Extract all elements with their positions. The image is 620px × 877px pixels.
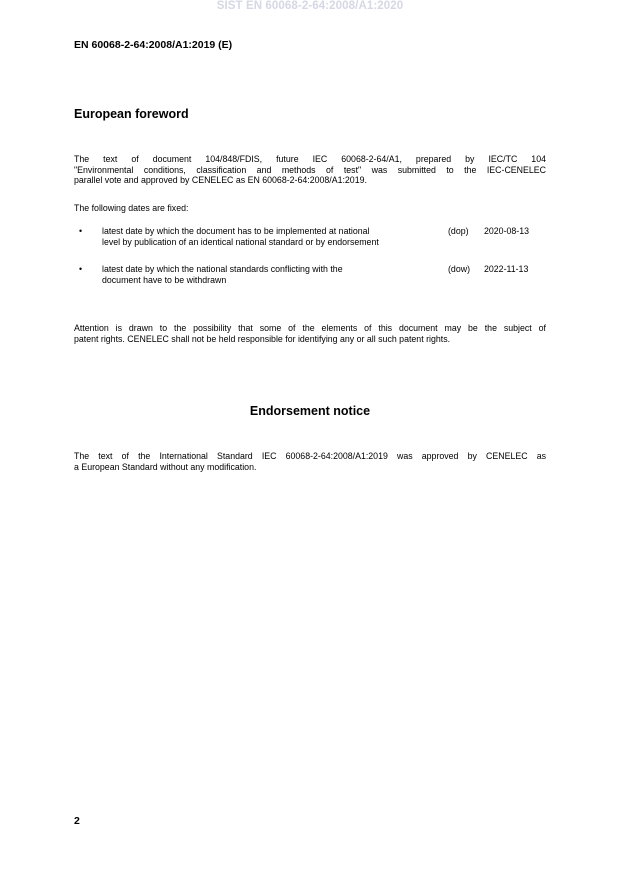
bullet-icon: • [79, 264, 83, 274]
endorsement-heading: Endorsement notice [249, 404, 371, 418]
bullet-icon: • [79, 226, 83, 236]
date-value: 2020-08-13 [484, 226, 529, 236]
text-line: latest date by which the document has to be implemented at national [102, 226, 370, 236]
text-line: document have to be withdrawn [102, 274, 227, 285]
text-line: a European Standard without any modification. [74, 461, 257, 472]
patent-attention-paragraph [74, 323, 546, 344]
date-description [102, 264, 437, 285]
foreword-intro-paragraph [74, 154, 546, 186]
text-line: Attention is drawn to the possibility that some of the elements of this document may be the subject of [74, 323, 546, 333]
date-description [102, 226, 437, 247]
watermark: SIST EN 60068-2-64:2008/A1:2020 [216, 0, 404, 12]
page-number: 2 [74, 815, 80, 827]
date-code: (dow) [448, 264, 470, 274]
text-line: The text of the International Standard IEC 60068-2-64:2008/A1:2019 was approved by CENELEC as [74, 451, 546, 461]
text-line: The text of document 104/848/FDIS, future IEC 60068-2-64/A1, prepared by IEC/TC 104 [74, 154, 546, 164]
text-line: "Environmental conditions, classification and methods of test" was submitted to the IEC-CENELEC [74, 164, 546, 175]
text-line: level by publication of an identical national standard or by endorsement [102, 236, 379, 247]
endorsement-paragraph [74, 451, 546, 472]
text-line: patent rights. CENELEC shall not be held responsible for identifying any or all such patent rights. [74, 333, 451, 344]
foreword-heading: European foreword [74, 107, 189, 121]
dates-intro: The following dates are fixed: [74, 203, 189, 213]
text-line: latest date by which the national standards conflicting with the [102, 264, 343, 274]
date-value: 2022-11-13 [484, 264, 529, 274]
text-line: parallel vote and approved by CENELEC as EN 60068-2-64:2008/A1:2019. [74, 175, 367, 185]
document-id: EN 60068-2-64:2008/A1:2019 (E) [74, 39, 233, 51]
date-code: (dop) [448, 226, 469, 236]
